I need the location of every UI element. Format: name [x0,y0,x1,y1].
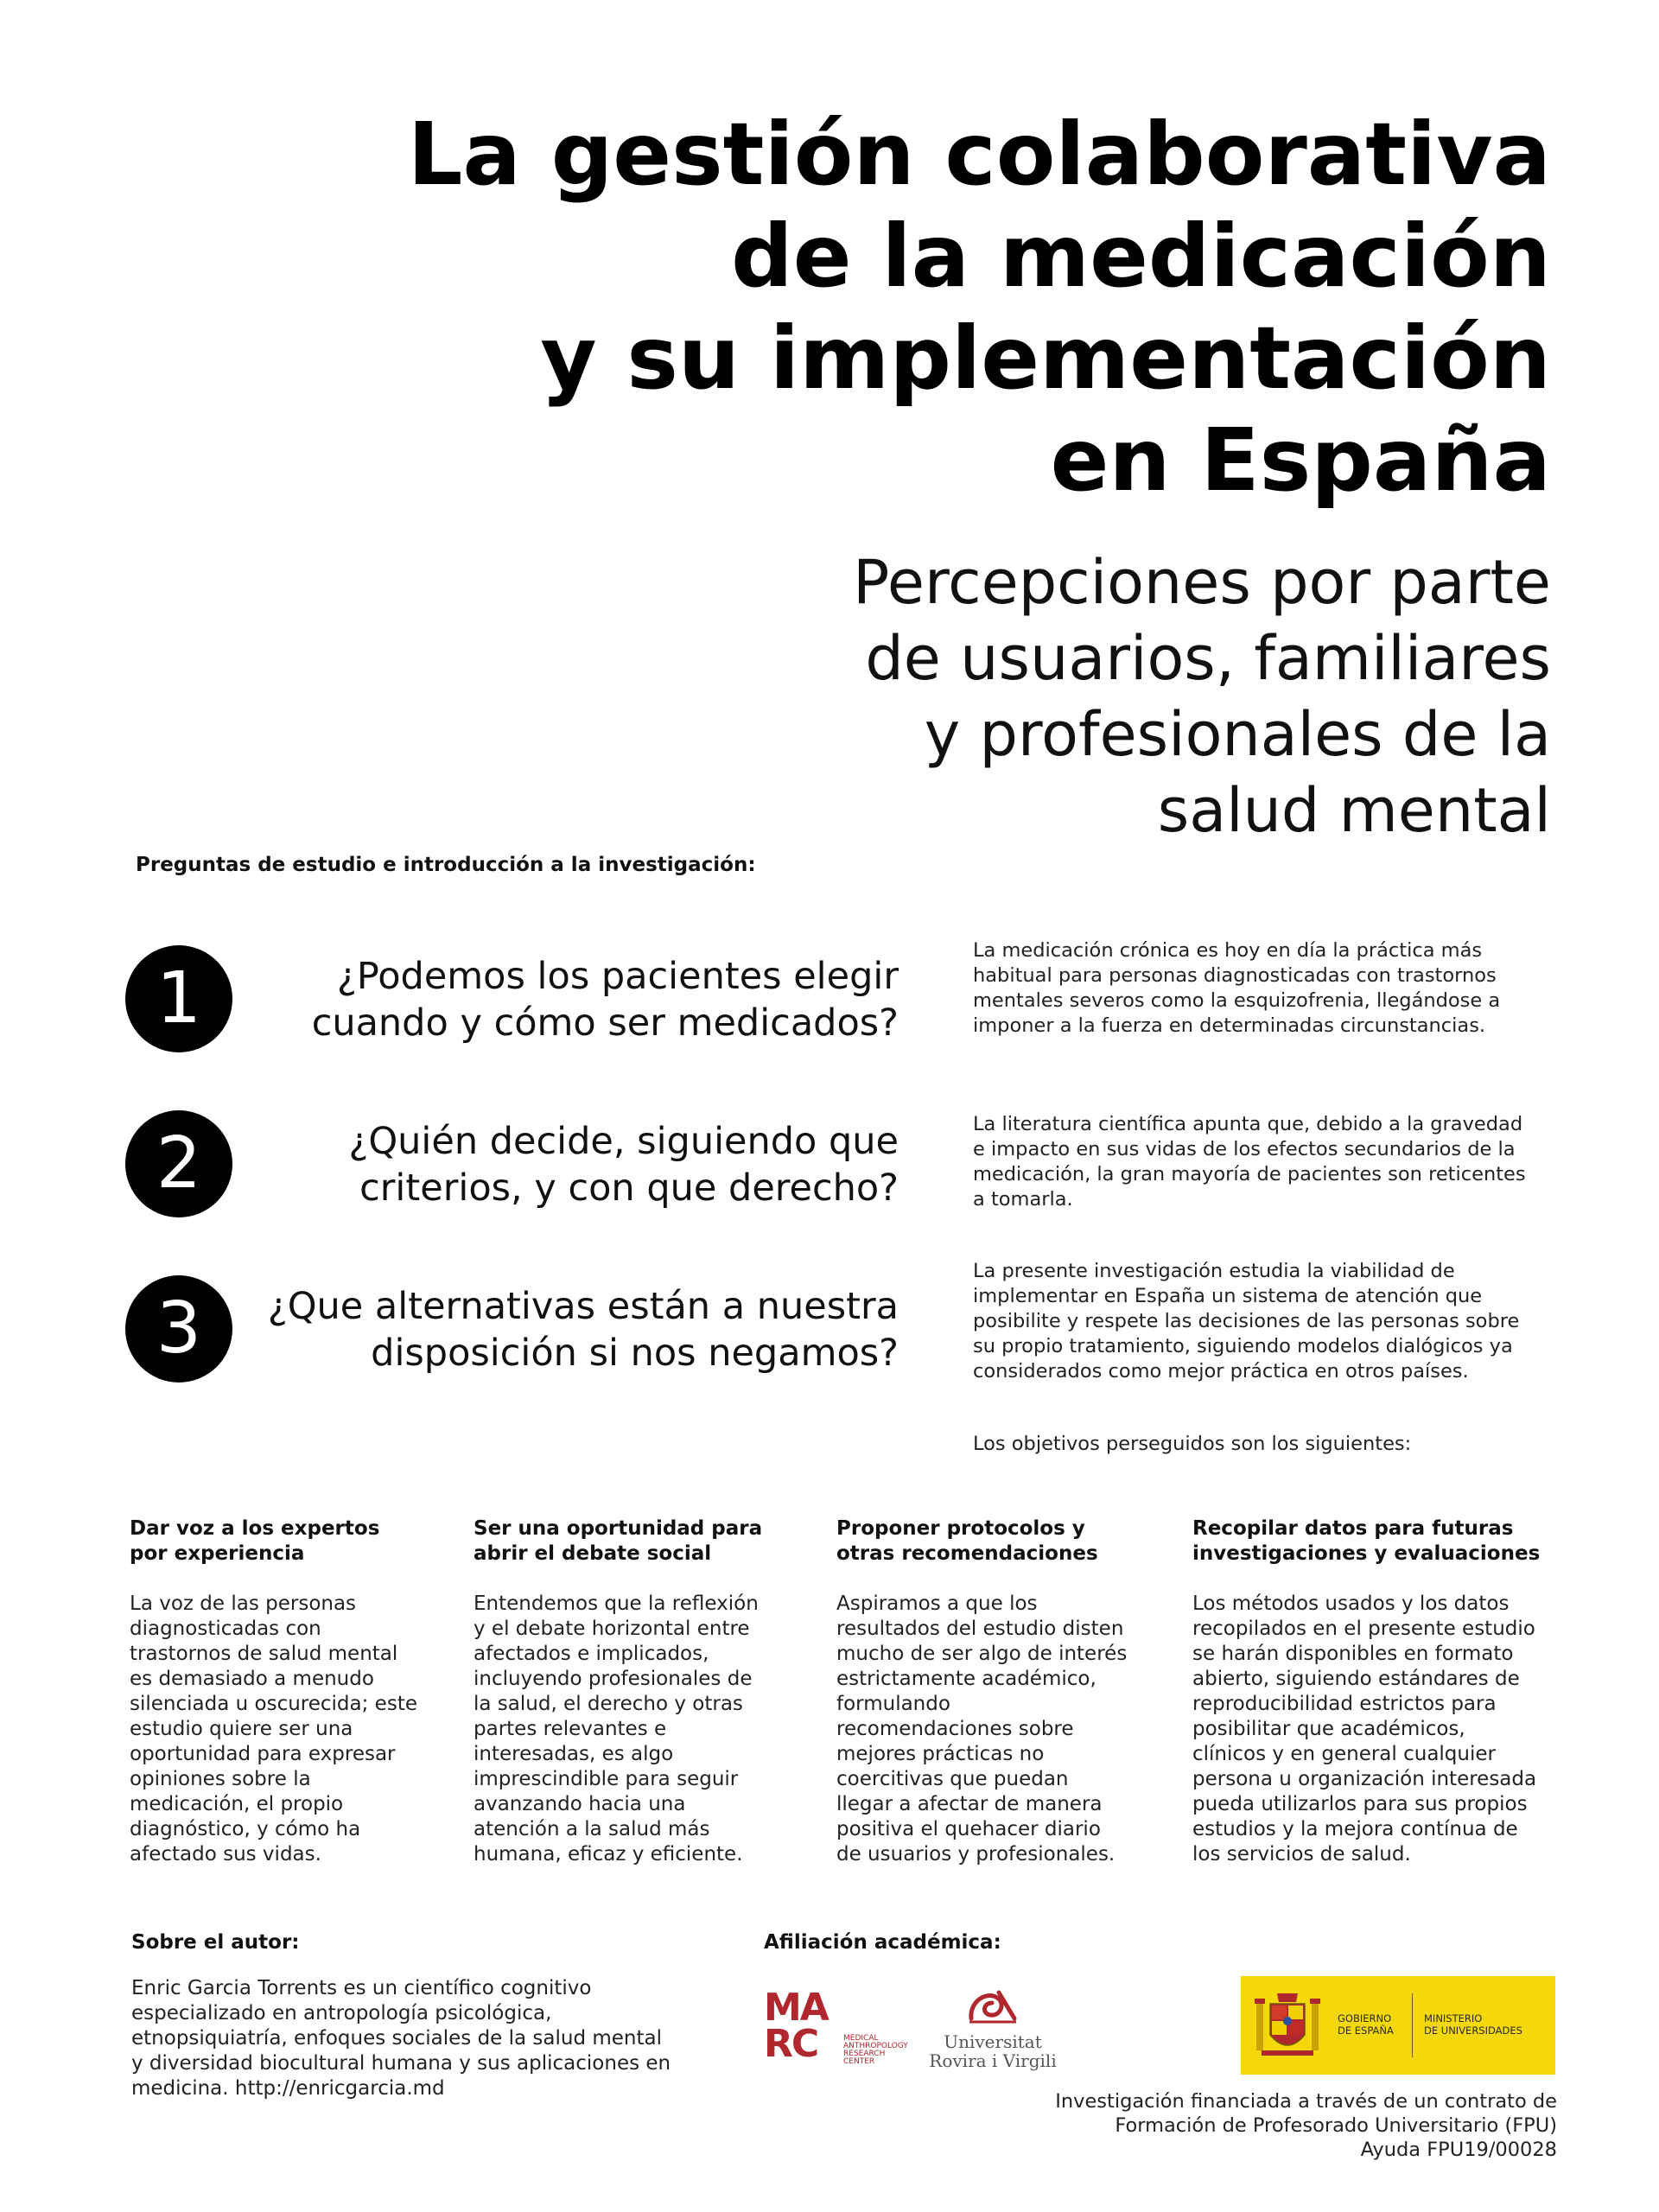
objective-line: humana, eficaz y eficiente. [474,1843,743,1866]
intro-paragraph [973,938,1560,1039]
paragraph-line: mentales severos como la esquizofrenia, llegándose a [973,989,1501,1012]
author-line: etnopsiquiatría, enfoques sociales de la salud mental [131,2027,663,2050]
marc-logo-caption [843,2035,908,2066]
government-logo [1241,1976,1555,2075]
subtitle-line: de usuarios, familiares [865,623,1551,694]
paragraph-line: implementar en España un sistema de atención que [973,1285,1483,1307]
objective-line: diagnosticadas con [130,1618,321,1640]
subtitle-line: salud mental [1157,775,1551,846]
urv-logo-name [919,2032,1066,2070]
objective-line: reproducibilidad estrictos para [1192,1693,1497,1715]
objective-line: los servicios de salud. [1192,1843,1411,1866]
objective-line: resultados del estudio disten [836,1618,1124,1640]
paragraph-line: posibilite y respete las decisiones de las personas sobre [973,1310,1520,1332]
title-line: de la medicación [731,206,1551,307]
objective-line: partes relevantes e [474,1718,667,1740]
author-line: y diversidad biocultural humana y sus aplicaciones en [131,2052,671,2075]
question-number-badge: 1 [125,945,232,1052]
poster-title [255,104,1551,512]
author-bio [131,1976,671,2101]
gov-text-line: GOBIERNO [1338,2012,1392,2024]
objective-line: de usuarios y profesionales. [836,1843,1116,1866]
marc-logo [764,1986,908,2066]
title-line: La gestión colaborativa [407,104,1551,205]
objective-line: incluyendo profesionales de [474,1668,753,1690]
objective-line: atención a la salud más [474,1818,710,1840]
objective-line: mucho de ser algo de interés [836,1643,1128,1665]
gov-text-line: MINISTERIO [1424,2012,1483,2024]
question-text [121,1118,899,1211]
gov-divider [1412,1993,1413,2057]
objective-line: diagnóstico, y cómo ha [130,1818,361,1840]
paragraph-line: La presente investigación estudia la viabilidad de [973,1260,1455,1282]
intro-paragraph [973,1432,1560,1457]
affiliation-heading: Afiliación académica: [764,1931,1001,1954]
objective-line: medicación, el propio [130,1793,344,1815]
objective-column [1192,1516,1573,1867]
question-number-badge: 3 [125,1275,232,1382]
gov-left-text [1338,2012,1394,2037]
objective-heading: otras recomendaciones [836,1542,1098,1565]
urv-logo [919,1984,1066,2070]
marc-caption-line: CENTER [843,2057,875,2066]
paragraph-line: e impacto en sus vidas de los efectos secundarios de la [973,1138,1516,1160]
coat-of-arms-icon [1253,1986,1322,2064]
objective-column [836,1516,1165,1867]
gov-text-line: DE UNIVERSIDADES [1424,2024,1522,2037]
objective-line: Entendemos que la reflexión [474,1592,759,1615]
objective-line: abierto, siguiendo estándares de [1192,1668,1520,1690]
objective-heading: por experiencia [130,1542,305,1565]
objective-line: es demasiado a menudo [130,1668,374,1690]
objective-heading: Ser una oportunidad para [474,1517,763,1540]
objective-line: trastornos de salud mental [130,1643,398,1665]
marc-caption-line: RESEARCH [843,2050,886,2058]
urv-name-line: Rovira i Virgili [929,2050,1057,2071]
question-line: cuando y cómo ser medicados? [311,1001,899,1045]
objective-line: Aspiramos a que los [836,1592,1038,1615]
urv-name-line: Universitat [944,2031,1042,2052]
objective-heading: abrir el debate social [474,1542,712,1565]
marc-caption-line: MEDICAL [843,2034,879,2043]
marc-logo-letters: MA [764,1986,828,2030]
funding-line: Investigación financiada a través de un contrato de [1055,2090,1557,2113]
gov-text-line: DE ESPAÑA [1338,2024,1394,2037]
objective-column [130,1516,458,1867]
subtitle-line: Percepciones por parte [853,547,1551,618]
intro-paragraph [973,1112,1560,1212]
objective-line: avanzando hacia una [474,1793,686,1815]
objective-line: estrictamente académico, [836,1668,1096,1690]
marc-logo-letters: RC [764,2022,818,2066]
marc-caption-line: ANTHROPOLOGY [843,2042,908,2050]
paragraph-line: considerados como mejor práctica en otros países. [973,1360,1469,1382]
question-number-badge: 2 [125,1110,232,1217]
paragraph-line: a tomarla. [973,1188,1073,1211]
question-line: criterios, y con que derecho? [359,1166,899,1210]
objective-line: afectado sus vidas. [130,1843,321,1866]
paragraph-line: habitual para personas diagnosticadas con trastornos [973,964,1497,987]
objective-line: recopilados en el presente estudio [1192,1618,1535,1640]
objective-line: persona u organización interesada [1192,1768,1537,1790]
objective-line: oportunidad para expresar [130,1743,396,1765]
objective-heading: Proponer protocolos y [836,1517,1085,1540]
gov-right-text [1424,2012,1522,2037]
poster-subtitle [514,544,1551,849]
author-heading: Sobre el autor: [131,1931,300,1954]
objective-line: interesadas, es algo [474,1743,674,1765]
question-text [121,953,899,1046]
funding-note [1055,2089,1557,2162]
urv-emblem-icon [963,1984,1023,2029]
objective-line: recomendaciones sobre [836,1718,1074,1740]
objective-line: opiniones sobre la [130,1768,311,1790]
title-line: y su implementación [540,308,1551,409]
objective-line: clínicos y en general cualquier [1192,1743,1496,1765]
objective-line: formulando [836,1693,950,1715]
objective-line: y el debate horizontal entre [474,1618,750,1640]
question-text [121,1283,899,1376]
objective-line: estudios y la mejora contínua de [1192,1818,1518,1840]
question-line: ¿Podemos los pacientes elegir [337,955,899,998]
question-line: disposición si nos negamos? [371,1332,899,1375]
title-line: en España [1050,410,1551,511]
objective-line: estudio quiere ser una [130,1718,353,1740]
objective-line: pueda utilizarlos para sus propios [1192,1793,1528,1815]
paragraph-line: La medicación crónica es hoy en día la práctica más [973,939,1483,962]
objective-line: llegar a afectar de manera [836,1793,1103,1815]
objective-line: imprescindible para seguir [474,1768,739,1790]
author-line: especializado en antropología psicológica, [131,2002,552,2024]
objective-line: se harán disponibles en formato [1192,1643,1514,1665]
paragraph-line: imponer a la fuerza en determinadas circunstancias. [973,1014,1486,1037]
objective-line: afectados e implicados, [474,1643,709,1665]
subtitle-line: y profesionales de la [924,699,1551,770]
objective-line: posibilitar que académicos, [1192,1718,1465,1740]
section-label: Preguntas de estudio e introducción a la investigación: [136,854,756,876]
question-line: ¿Quién decide, siguiendo que [348,1120,899,1163]
objective-line: mejores prácticas no [836,1743,1045,1765]
objective-line: coercitivas que puedan [836,1768,1069,1790]
intro-paragraph [973,1259,1560,1384]
objective-heading: Dar voz a los expertos [130,1517,380,1540]
objective-line: la salud, el derecho y otras [474,1693,743,1715]
paragraph-line: medicación, la gran mayoría de pacientes son reticentes [973,1163,1526,1185]
objective-heading: Recopilar datos para futuras [1192,1517,1514,1540]
question-line: ¿Que alternativas están a nuestra [267,1285,899,1328]
paragraph-line: Los objetivos perseguidos son los siguientes: [973,1433,1412,1455]
objective-line: silenciada u oscurecida; este [130,1693,417,1715]
objective-heading: investigaciones y evaluaciones [1192,1542,1541,1565]
funding-line: Ayuda FPU19/00028 [1360,2139,1557,2161]
objective-column [474,1516,802,1867]
author-line: Enric Garcia Torrents es un científico cognitivo [131,1977,592,1999]
objective-line: La voz de las personas [130,1592,357,1615]
paragraph-line: La literatura científica apunta que, debido a la gravedad [973,1113,1523,1135]
author-line: medicina. http://enricgarcia.md [131,2077,445,2100]
objective-line: positiva el quehacer diario [836,1818,1101,1840]
objective-line: Los métodos usados y los datos [1192,1592,1510,1615]
funding-line: Formación de Profesorado Universitario (FPU) [1115,2114,1557,2137]
paragraph-line: su propio tratamiento, siguiendo modelos dialógicos ya [973,1335,1513,1357]
